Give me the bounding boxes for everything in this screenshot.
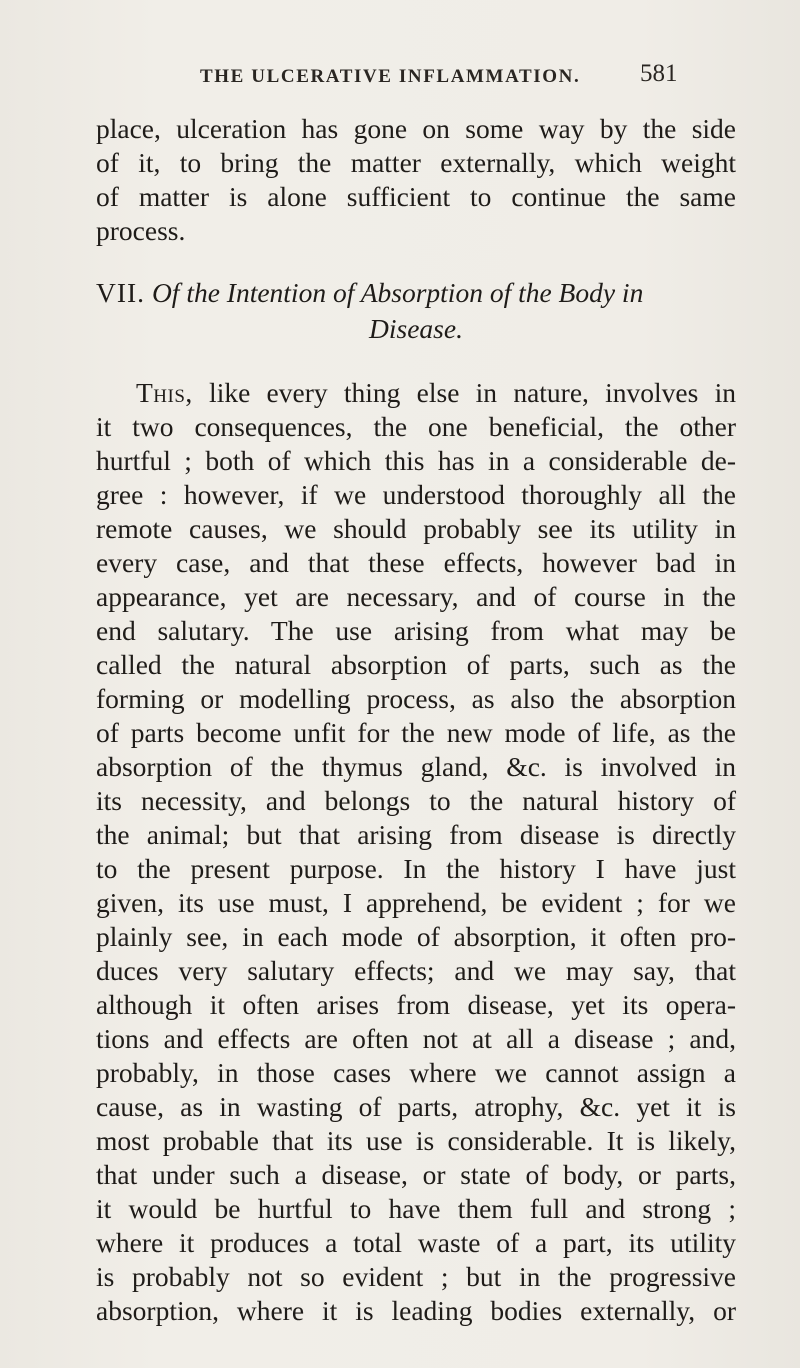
- text-line: of it, to bring the matter externally, which weight: [96, 147, 736, 178]
- text-line: absorption of the thymus gland, &c. is involved in: [96, 751, 736, 782]
- text-line: gree : however, if we understood thoroughly all the: [96, 479, 736, 510]
- text-line: that under such a disease, or state of body, or parts,: [96, 1159, 736, 1190]
- text-line: the animal; but that arising from disease is directly: [96, 819, 736, 850]
- section-title-line-1: Of the Intention of Absorption of the Body in: [151, 277, 644, 308]
- text-line: place, ulceration has gone on some way by the side: [96, 113, 736, 144]
- section-number: VII.: [96, 277, 146, 308]
- section-heading: [96, 276, 736, 310]
- text-line: probably, in those cases where we cannot assign a: [96, 1057, 736, 1088]
- text-line: although it often arises from disease, yet its opera-: [96, 989, 736, 1020]
- text-line: it two consequences, the one beneficial, the other: [96, 411, 736, 442]
- running-head: THE ULCERATIVE INFLAMMATION.: [200, 66, 581, 87]
- text-line: of parts become unfit for the new mode of life, as the: [96, 717, 736, 748]
- text-line: where it produces a total waste of a part, its utility: [96, 1227, 736, 1258]
- text-line: absorption, where it is leading bodies externally, or: [96, 1295, 736, 1326]
- paragraph-first-line-rest: like every thing else in nature, involves in: [192, 377, 736, 408]
- text-line: its necessity, and belongs to the natural history of: [96, 785, 736, 816]
- page-number: 581: [640, 60, 678, 87]
- paragraph-first-word: This,: [136, 377, 193, 408]
- text-line: called the natural absorption of parts, such as the: [96, 649, 736, 680]
- text-line: cause, as in wasting of parts, atrophy, &c. yet it is: [96, 1091, 736, 1122]
- text-line: forming or modelling process, as also the absorption: [96, 683, 736, 714]
- text-line: remote causes, we should probably see its utility in: [96, 513, 736, 544]
- text-line: to the present purpose. In the history I have just: [96, 853, 736, 884]
- text-line: is probably not so evident ; but in the progressive: [96, 1261, 736, 1292]
- text-line: duces very salutary effects; and we may say, that: [96, 955, 736, 986]
- text-line: process.: [96, 215, 186, 246]
- text-line: given, its use must, I apprehend, be evident ; for we: [96, 887, 736, 918]
- text-line: plainly see, in each mode of absorption, it often pro-: [96, 921, 736, 952]
- text-line: it would be hurtful to have them full and strong ;: [96, 1193, 736, 1224]
- paragraph-first-line: [136, 376, 736, 410]
- text-line: most probable that its use is considerable. It is likely,: [96, 1125, 736, 1156]
- section-title-line-2: Disease.: [369, 313, 463, 344]
- text-line: end salutary. The use arising from what may be: [96, 615, 736, 646]
- text-line: tions and effects are often not at all a disease ; and,: [96, 1023, 736, 1054]
- text-line: of matter is alone sufficient to continue the same: [96, 181, 736, 212]
- text-line: every case, and that these effects, however bad in: [96, 547, 736, 578]
- text-line: hurtful ; both of which this has in a considerable de-: [96, 445, 736, 476]
- text-line: appearance, yet are necessary, and of course in the: [96, 581, 736, 612]
